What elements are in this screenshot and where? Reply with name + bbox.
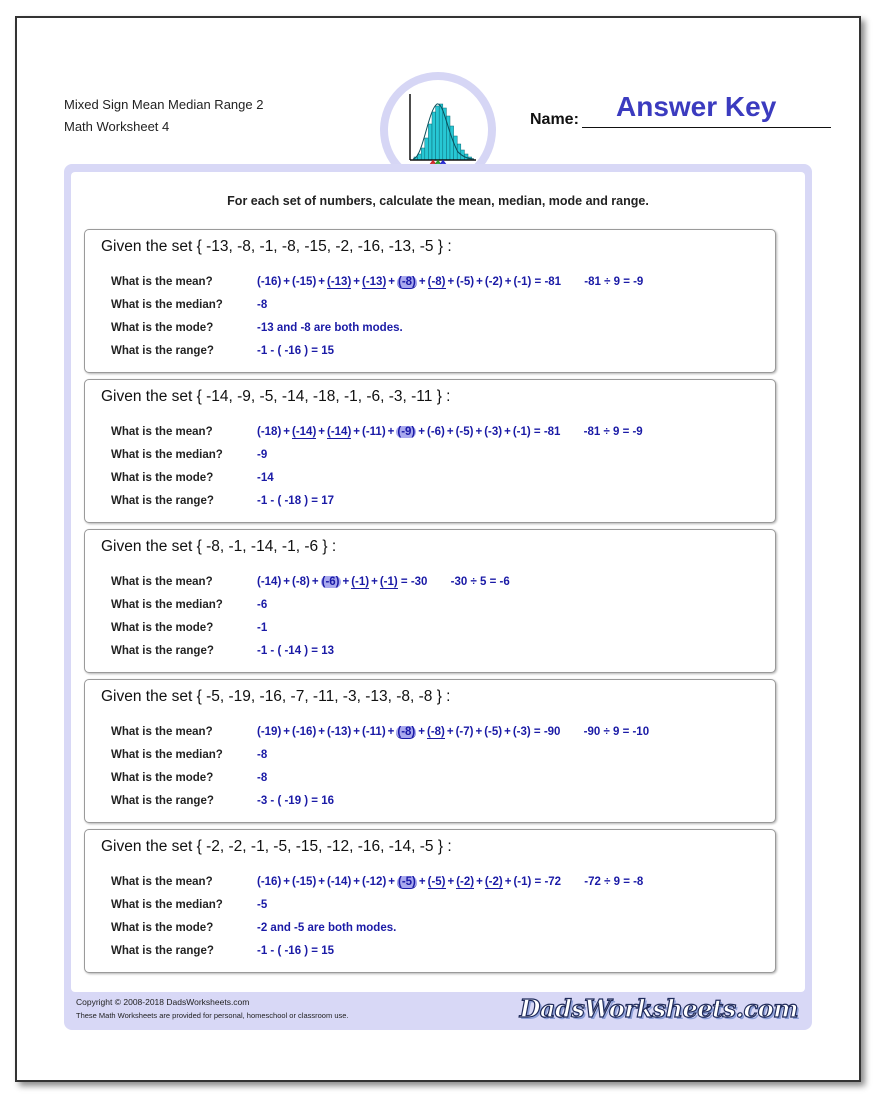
range-label: What is the range? xyxy=(111,345,214,357)
mean-term: (-3) xyxy=(484,426,503,438)
problem-4 xyxy=(84,679,776,823)
mean-term: (-3) xyxy=(512,726,531,738)
mean-term: (-7) xyxy=(455,726,474,738)
mode-label: What is the mode? xyxy=(111,772,214,784)
mean-term: (-11) xyxy=(362,426,386,438)
range-answer: -3 - ( -19 ) = 16 xyxy=(257,795,335,807)
mode-answer: -1 xyxy=(257,622,268,634)
name-label: Name: xyxy=(530,111,579,128)
mean-term: (-6) xyxy=(321,576,340,588)
mean-term: (-14) xyxy=(292,426,317,438)
mean-term: (-8) xyxy=(427,276,446,288)
median-answer: -8 xyxy=(257,299,268,311)
mean-term: (-13) xyxy=(327,276,352,288)
mean-term: (-8) xyxy=(398,276,416,288)
worksheet-subtitle: Math Worksheet 4 xyxy=(64,119,170,134)
range-answer: -1 - ( -16 ) = 15 xyxy=(257,945,335,957)
copyright-text: Copyright © 2008-2018 DadsWorksheets.com xyxy=(76,997,250,1007)
range-answer: -1 - ( -16 ) = 15 xyxy=(257,345,335,357)
mean-term: (-15) xyxy=(292,876,317,888)
mean-term: (-1) xyxy=(379,576,398,588)
mean-term: (-11) xyxy=(362,726,386,738)
mean-answer: (-16) + (-15) + (-13) + (-13) + (-8) + (-8) + (-5) + (-2) + (-1) = -81 -81 ÷ 9 = -9 xyxy=(257,276,644,288)
problem-set: Given the set { -5, -19, -16, -7, -11, -3, -13, -8, -8 } : xyxy=(101,688,451,705)
mean-label: What is the mean? xyxy=(111,876,213,888)
median-answer: -6 xyxy=(257,599,268,611)
mean-term: (-13) xyxy=(327,726,352,738)
worksheet-title: Mixed Sign Mean Median Range 2 xyxy=(64,97,264,112)
worksheet-frame xyxy=(64,164,812,1030)
mean-term: (-8) xyxy=(397,726,416,738)
answer-key-label: Answer Key xyxy=(616,91,777,122)
mode-label: What is the mode? xyxy=(111,922,214,934)
median-label: What is the median? xyxy=(111,599,223,611)
range-label: What is the range? xyxy=(111,645,214,657)
mode-answer: -14 xyxy=(257,472,274,484)
problem-set: Given the set { -14, -9, -5, -14, -18, -1, -6, -3, -11 } : xyxy=(101,388,451,405)
mean-term: (-19) xyxy=(257,726,282,738)
mode-label: What is the mode? xyxy=(111,622,214,634)
mean-term: (-13) xyxy=(362,276,387,288)
mean-division: -81 ÷ 9 = -9 xyxy=(584,276,644,288)
mean-term: (-16) xyxy=(292,726,317,738)
mean-label: What is the mean? xyxy=(111,726,213,738)
mean-term: (-6) xyxy=(426,426,445,438)
mean-term: (-2) xyxy=(484,876,503,888)
problem-5 xyxy=(84,829,776,973)
mean-term: (-18) xyxy=(257,426,282,438)
mean-term: (-14) xyxy=(257,576,282,588)
brand-logo: DadsWorksheets.com xyxy=(519,994,798,1023)
worksheet-body xyxy=(71,172,805,992)
usage-note: These Math Worksheets are provided for personal, homeschool or classroom use. xyxy=(76,1011,349,1020)
mean-term: (-16) xyxy=(257,876,282,888)
mean-term: (-14) xyxy=(327,426,352,438)
range-label: What is the range? xyxy=(111,795,214,807)
mean-sum: = -30 xyxy=(400,576,428,588)
mean-answer: (-18) + (-14) + (-14) + (-11) + (-9) + (-6) + (-5) + (-3) + (-1) = -81 -81 ÷ 9 = -9 xyxy=(257,426,643,438)
instructions: For each set of numbers, calculate the mean, median, mode and range. xyxy=(227,194,649,208)
mean-term: (-5) xyxy=(456,276,475,288)
median-label: What is the median? xyxy=(111,899,223,911)
range-answer: -1 - ( -14 ) = 13 xyxy=(257,645,335,657)
mean-sum: = -72 xyxy=(534,876,562,888)
mean-answer: (-14) + (-8) + (-6) + (-1) + (-1) = -30 -30 ÷ 5 = -6 xyxy=(257,576,510,588)
range-label: What is the range? xyxy=(111,945,214,957)
mean-term: (-2) xyxy=(456,876,475,888)
problem-3 xyxy=(84,529,776,673)
mean-term: (-5) xyxy=(484,726,503,738)
mean-term: (-8) xyxy=(426,726,445,738)
name-field-line xyxy=(582,127,831,128)
mean-term: (-12) xyxy=(362,876,387,888)
mean-division: -72 ÷ 9 = -8 xyxy=(584,876,644,888)
mean-term: (-15) xyxy=(292,276,317,288)
median-label: What is the median? xyxy=(111,449,223,461)
range-answer: -1 - ( -18 ) = 17 xyxy=(257,495,335,507)
problem-set: Given the set { -8, -1, -14, -1, -6 } : xyxy=(101,538,337,555)
mean-label: What is the mean? xyxy=(111,276,213,288)
median-answer: -9 xyxy=(257,449,268,461)
problem-set: Given the set { -13, -8, -1, -8, -15, -2, -16, -13, -5 } : xyxy=(101,238,452,255)
mean-division: -81 ÷ 9 = -9 xyxy=(583,426,643,438)
mean-term: (-1) xyxy=(512,426,531,438)
mode-answer: -8 xyxy=(257,772,268,784)
mean-term: (-9) xyxy=(397,426,416,438)
median-label: What is the median? xyxy=(111,299,223,311)
mean-term: (-5) xyxy=(398,876,416,888)
median-answer: -5 xyxy=(257,899,268,911)
mean-term: (-5) xyxy=(455,426,474,438)
mean-term: (-2) xyxy=(484,276,503,288)
problem-1 xyxy=(84,229,776,373)
problem-set: Given the set { -2, -2, -1, -5, -15, -12, -16, -14, -5 } : xyxy=(101,838,452,855)
mean-term: (-14) xyxy=(327,876,352,888)
mode-answer: -13 and -8 are both modes. xyxy=(257,322,403,334)
mean-sum: = -81 xyxy=(534,276,562,288)
mean-sum: = -90 xyxy=(533,726,561,738)
mean-division: -30 ÷ 5 = -6 xyxy=(450,576,510,588)
mean-term: (-1) xyxy=(513,876,532,888)
mode-answer: -2 and -5 are both modes. xyxy=(257,922,397,934)
mode-label: What is the mode? xyxy=(111,472,214,484)
mean-division: -90 ÷ 9 = -10 xyxy=(583,726,650,738)
mean-term: (-8) xyxy=(292,576,310,588)
mean-label: What is the mean? xyxy=(111,426,213,438)
range-label: What is the range? xyxy=(111,495,214,507)
mode-label: What is the mode? xyxy=(111,322,214,334)
mean-sum: = -81 xyxy=(533,426,561,438)
median-label: What is the median? xyxy=(111,749,223,761)
mean-term: (-1) xyxy=(351,576,370,588)
mean-answer: (-19) + (-16) + (-13) + (-11) + (-8) + (-8) + (-7) + (-5) + (-3) = -90 -90 ÷ 9 = -10 xyxy=(257,726,650,738)
median-answer: -8 xyxy=(257,749,268,761)
mean-label: What is the mean? xyxy=(111,576,213,588)
mean-term: (-1) xyxy=(513,276,532,288)
problem-2 xyxy=(84,379,776,523)
mean-answer: (-16) + (-15) + (-14) + (-12) + (-5) + (-5) + (-2) + (-2) + (-1) = -72 -72 ÷ 9 = -8 xyxy=(257,876,644,888)
mean-term: (-5) xyxy=(427,876,446,888)
mean-term: (-16) xyxy=(257,276,282,288)
